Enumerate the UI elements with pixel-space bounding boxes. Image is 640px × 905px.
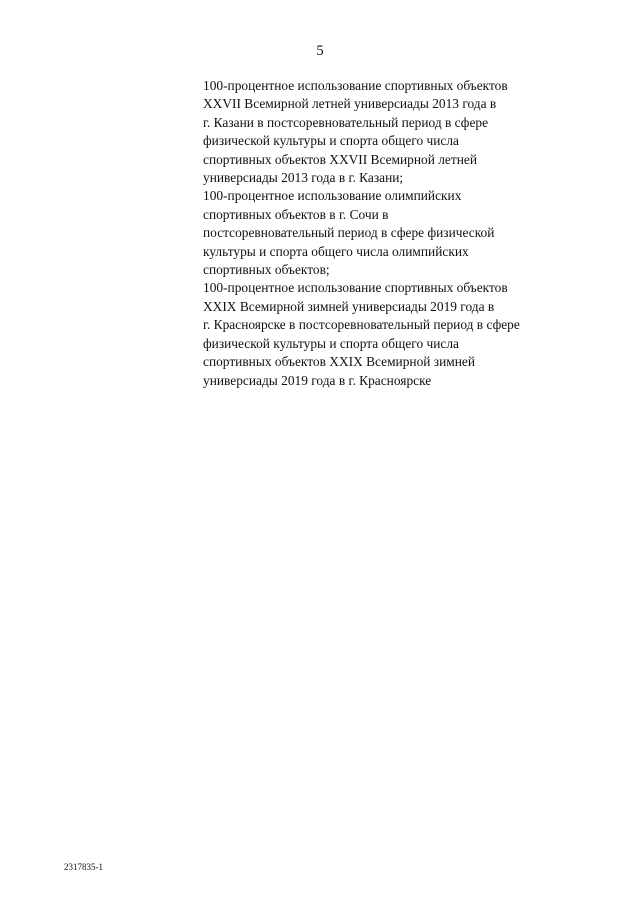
- text-line: г. Казани в постсоревновательный период в сфере: [203, 114, 489, 130]
- document-body: [203, 77, 603, 390]
- text-line: физической культуры и спорта общего числа: [203, 335, 459, 351]
- text-line: XXVII Всемирной летней универсиады 2013 года в: [203, 96, 497, 112]
- text-line: 100-процентное использование олимпийских: [203, 188, 462, 204]
- text-line: культуры и спорта общего числа олимпийских: [203, 243, 469, 259]
- text-line: спортивных объектов;: [203, 262, 330, 278]
- text-line: спортивных объектов XXVII Всемирной летней: [203, 151, 478, 167]
- text-line: физической культуры и спорта общего числа: [203, 133, 459, 149]
- text-line: постсоревновательный период в сфере физической: [203, 225, 495, 241]
- text-line: спортивных объектов в г. Сочи в: [203, 206, 389, 222]
- text-line: 100-процентное использование спортивных объектов: [203, 78, 508, 93]
- page-number: 5: [316, 43, 324, 59]
- document-code: 2317835-1: [64, 862, 103, 872]
- text-line: г. Красноярске в постсоревновательный период в сфере: [203, 317, 520, 333]
- text-line: универсиады 2019 года в г. Красноярске: [203, 372, 432, 388]
- text-line: XXIX Всемирной зимней универсиады 2019 года в: [203, 298, 495, 314]
- text-line: универсиады 2013 года в г. Казани;: [203, 170, 404, 186]
- text-line: спортивных объектов XXIX Всемирной зимней: [203, 354, 475, 370]
- text-line: 100-процентное использование спортивных объектов: [203, 280, 508, 296]
